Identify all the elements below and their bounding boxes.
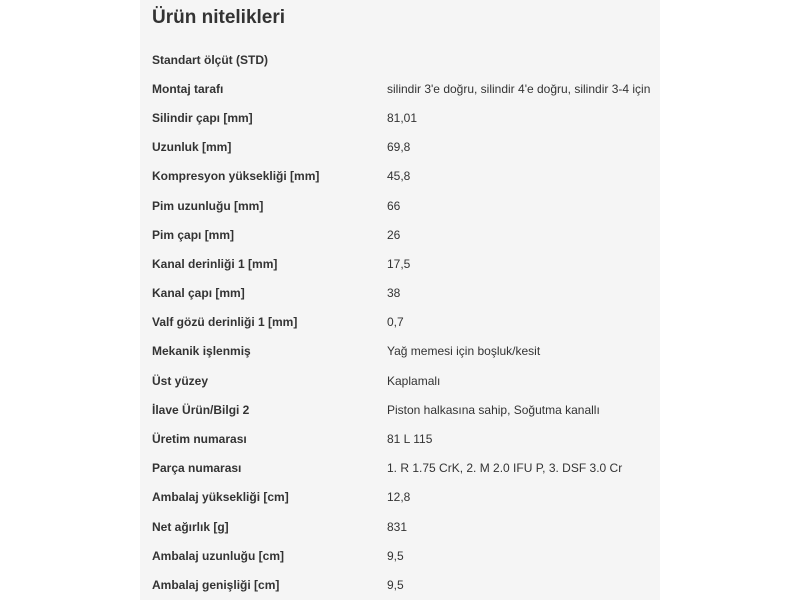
attribute-label: Valf gözü derinliği 1 [mm] [152,315,298,330]
table-row [140,512,660,541]
attribute-value: 17,5 [387,256,411,271]
table-row [140,308,660,337]
table-row [140,454,660,483]
attribute-label: Ambalaj genişliği [cm] [152,577,280,592]
attribute-label: Kompresyon yüksekliği [mm] [152,169,320,184]
attribute-value: 831 [387,519,408,534]
table-row [140,74,660,103]
table-row [140,366,660,395]
attribute-value: 81 L 115 [387,432,433,447]
table-row [140,162,660,191]
attribute-value: silindir 3'e doğru, silindir 4'e doğru, silindir 3-4 için [387,81,651,96]
attribute-value: 81,01 [387,110,418,125]
attribute-value: 66 [387,198,401,213]
attribute-label: İlave Ürün/Bilgi 2 [152,402,250,417]
attribute-label: Pim uzunluğu [mm] [152,198,264,213]
attribute-value: 12,8 [387,490,411,505]
attribute-label: Kanal derinliği 1 [mm] [152,256,278,271]
attribute-label: Mekanik işlenmiş [152,344,251,359]
attribute-value: 26 [387,227,401,242]
table-row [140,220,660,249]
table-row [140,45,660,74]
attribute-label: Ambalaj uzunluğu [cm] [152,548,284,563]
table-row [140,337,660,366]
attribute-label: Pim çapı [mm] [152,227,235,242]
attribute-label: Standart ölçüt (STD) [152,52,268,67]
table-row [140,395,660,424]
attribute-label: Net ağırlık [g] [152,519,229,534]
attribute-value: 9,5 [387,548,404,563]
table-row [140,249,660,278]
attribute-label: Montaj tarafı [152,81,224,96]
attribute-value: Kaplamalı [387,373,441,388]
attribute-value: 45,8 [387,169,411,184]
table-row [140,191,660,220]
attribute-value: 69,8 [387,140,411,155]
attribute-label: Parça numarası [152,461,242,476]
attribute-value: 1. R 1.75 CrK, 2. M 2.0 IFU P, 3. DSF 3.0 Cr [387,461,623,476]
section-title: Ürün nitelikleri [152,7,286,28]
attribute-value: 0,7 [387,315,404,330]
attribute-value: 38 [387,286,401,301]
attribute-value: 9,5 [387,577,404,592]
attribute-label: Silindir çapı [mm] [152,110,253,125]
table-row [140,133,660,162]
attributes-table [140,45,660,600]
attribute-value: Piston halkasına sahip, Soğutma kanallı [387,402,600,417]
table-row [140,570,660,599]
attribute-label: Üst yüzey [152,373,209,388]
table-row [140,483,660,512]
table-row [140,103,660,132]
attribute-label: Uzunluk [mm] [152,140,232,155]
attribute-label: Üretim numarası [152,432,247,447]
table-row [140,541,660,570]
attribute-value: Yağ memesi için boşluk/kesit [387,344,541,359]
attribute-label: Kanal çapı [mm] [152,286,245,301]
table-row [140,279,660,308]
table-row [140,424,660,453]
attribute-label: Ambalaj yüksekliği [cm] [152,490,289,505]
